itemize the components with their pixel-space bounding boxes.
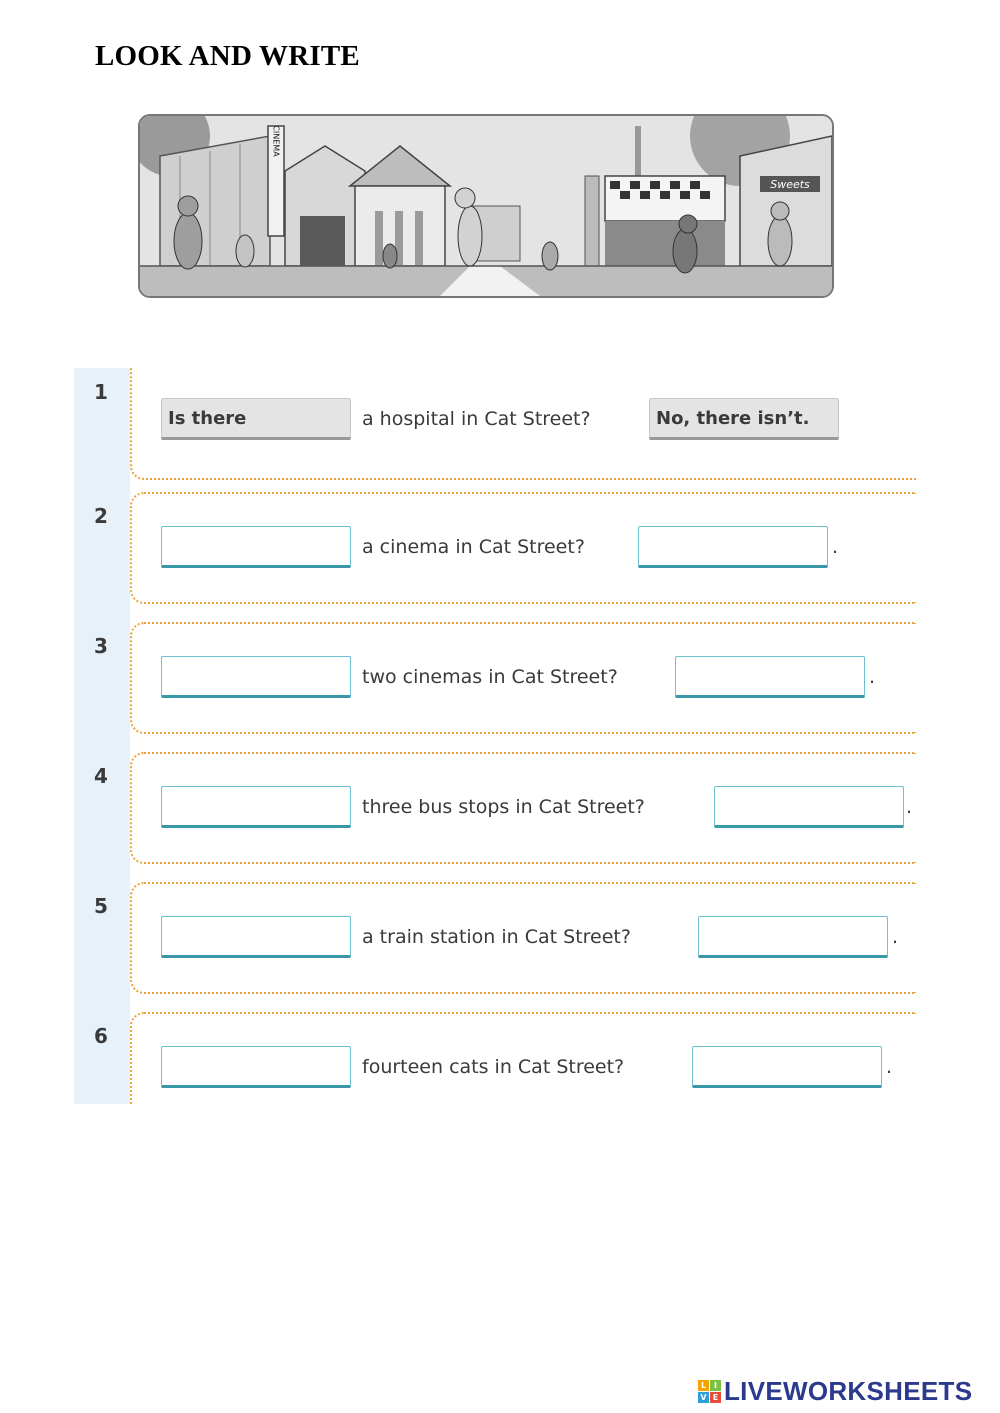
answer-b-box: No, there isn’t.: [649, 398, 839, 440]
cinema-sign: CINEMA: [271, 125, 281, 157]
question-number: 2: [94, 504, 108, 528]
question-row-4: [74, 752, 914, 864]
question-text: a train station in Cat Street?: [362, 926, 631, 948]
sentence-period: .: [869, 666, 876, 688]
liveworksheets-logo[interactable]: [698, 1376, 972, 1407]
answer-b-input[interactable]: [675, 656, 865, 698]
answer-b-input[interactable]: [714, 786, 904, 828]
answer-a-input[interactable]: [161, 656, 351, 698]
question-text: two cinemas in Cat Street?: [362, 666, 618, 688]
answer-a-input[interactable]: [161, 916, 351, 958]
logo-letter: I: [710, 1380, 721, 1391]
question-text: a hospital in Cat Street?: [362, 408, 591, 430]
page-title: LOOK AND WRITE: [95, 40, 360, 72]
answer-a-box: Is there: [161, 398, 351, 440]
answer-b-input[interactable]: [698, 916, 888, 958]
street-scene-illustration: [138, 114, 834, 298]
question-number: 4: [94, 764, 108, 788]
exercise-panel: [74, 368, 914, 1104]
question-number: 5: [94, 894, 108, 918]
answer-b-input[interactable]: [692, 1046, 882, 1088]
question-number: 1: [94, 380, 108, 404]
sentence-period: .: [886, 1056, 893, 1078]
question-text: fourteen cats in Cat Street?: [362, 1056, 625, 1078]
logo-letter: L: [698, 1380, 709, 1391]
question-number: 3: [94, 634, 108, 658]
question-row-3: [74, 622, 914, 734]
question-row-6: [74, 1012, 914, 1104]
sentence-period: .: [832, 536, 839, 558]
sentence-period: .: [892, 926, 899, 948]
question-text: three bus stops in Cat Street?: [362, 796, 645, 818]
sweets-sign: Sweets: [770, 178, 810, 191]
sentence-period: .: [906, 796, 913, 818]
logo-letter: V: [698, 1392, 709, 1403]
question-text: a cinema in Cat Street?: [362, 536, 585, 558]
liveworksheets-icon: [698, 1380, 721, 1403]
answer-a-input[interactable]: [161, 786, 351, 828]
brand-name: LIVEWORKSHEETS: [724, 1376, 973, 1406]
answer-b-input[interactable]: [638, 526, 828, 568]
answer-a-input[interactable]: [161, 1046, 351, 1088]
logo-letter: E: [710, 1392, 721, 1403]
question-row-5: [74, 882, 914, 994]
question-row-2: [74, 492, 914, 604]
question-number: 6: [94, 1024, 108, 1048]
answer-a-input[interactable]: [161, 526, 351, 568]
question-row-1: [74, 368, 914, 480]
